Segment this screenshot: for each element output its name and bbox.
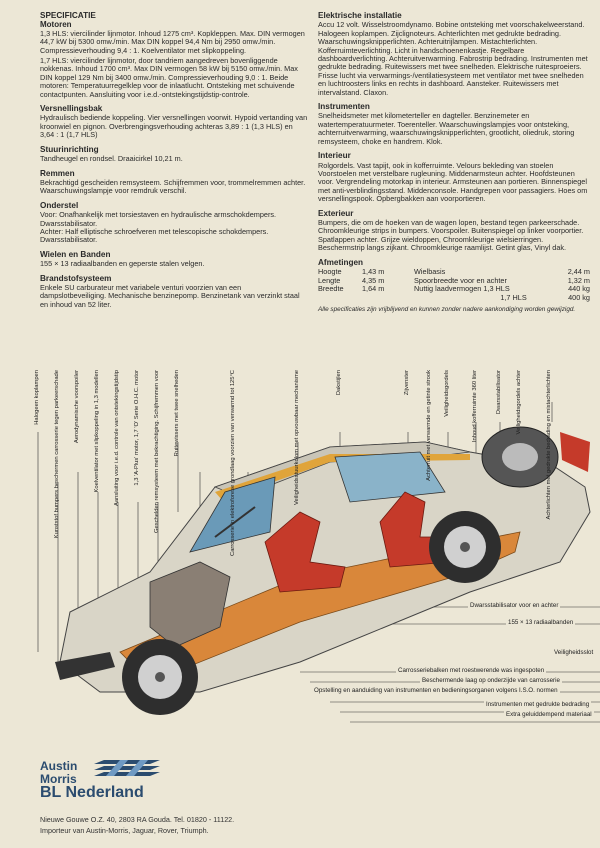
diagram-label: Achterruit met verwarmde en getinte strook: [426, 370, 432, 481]
diagram-label: Veiligheidsslot: [554, 649, 594, 656]
dim-label: Lengte: [318, 275, 341, 285]
onderstel-p1: Voor: Onafhankelijk met torsiestaven en hydraulische armschokdempers. Dwarsstabilisator.: [40, 210, 277, 228]
dim-label: Spoorbreedte voor en achter: [414, 275, 507, 285]
spec-title: SPECIFICATIE: [40, 11, 96, 20]
brand-morris: Morris: [40, 771, 77, 786]
diagram-label: Aansluiting voor i.e.d. controle van ontstekingstijdstip: [114, 370, 120, 506]
diagram-label: Aerodynamische voorspoiler: [74, 370, 80, 444]
elek-title: Elektrische installatie: [318, 11, 402, 20]
diagram-label: 1,3 'A-Plus' motor, 1,7 'O' Serie O.H.C. motor: [134, 370, 140, 486]
dim-value: 440 kg: [568, 284, 590, 294]
diagram-label: Ruitewissers met twee snelheden: [174, 370, 180, 457]
diagram-label: Achterlichten met gedrukte bedrading en mistachterlichten: [546, 370, 552, 520]
onderstel-title: Onderstel: [40, 200, 79, 210]
elek-text: Accu 12 volt. Wisselstroomdynamo. Bobine ontsteking met voorschakelweerstand. Halogeen koplampen. Zijclignoteurs. Achterlichten met gedrukte bedrading. Waarschuwingsknipperlichten. Achteruitrijlampen. Mistachterlichten. Kofferruimteverlichting. Licht in handschoenenkastje. Regelbare dashboardverlichting. Achteruitverwarming. Fabrostrip bedrading. Instrumenten met gedrukte bedrading. Ruitewissers met twee snelheden. Elektrische ruitesproeiers. Frisse lucht via verwarmings-/ventilatiesysteem met ventilator met twee snelheden en luchtroosters links en rechts in dashboard. Aansteker. Ruitewissers met intervalstand. Claxon.: [318, 20, 588, 97]
disclaimer-note: Alle specificaties zijn vrijblijvend en kunnen zonder nadere aankondiging worden gewijzigd.: [318, 306, 576, 314]
dim-label: 1,7 HLS: [500, 292, 527, 302]
interieur-text: Rolgordels. Vast tapijt, ook in kofferruimte. Velours bekleding van stoelen Voorstoelen met verstelbare rugleuning. Middenarmsteun achter. Hoofdsteunen voor. Vergrendeling motorkap in interieur. Armsteunen aan portieren. Binnenspiegel met anti-verblindingsstand. Middenconsole. Handgrepen voor passagiers. Hoes om versnellingspook. Opbergbakken aan voorportieren.: [318, 160, 588, 204]
versnelling-title: Versnellingsbak: [40, 104, 103, 114]
rear-wheel-center: [460, 542, 470, 552]
spec-right-column: [318, 12, 590, 314]
diagram-label: Dwarsstabilisator: [496, 370, 502, 415]
diagram-label: Carrosserie in elektroforese grondlaag voorzien van verwarmd tot 125°C: [230, 370, 236, 556]
diagram-label: 155 × 13 radiaalbanden: [508, 619, 574, 626]
dim-value: 4,35 m: [362, 275, 385, 285]
car-cutaway-figure: [0, 362, 600, 752]
bl-logo-icon: [94, 760, 160, 782]
dim-label: Hoogte: [318, 266, 342, 276]
interieur-title: Interieur: [318, 151, 351, 161]
dim-label: Wielbasis: [414, 266, 446, 276]
diagram-label: Koelventilator met slipkoppeling in 1,3 modellen: [94, 370, 100, 493]
instr-text: Snelheidsmeter met kilometerteller en dagteller. Benzinemeter en watertemperatuurmeter. Toerenteller. Waarschuwingslampjes voor ontsteking, achterruitverwarming, waarschuwingsknipperlichten, grootlicht, oliedruk, storing remsysteem, choke en handrem. Klok.: [318, 111, 575, 146]
tail-light: [560, 432, 590, 472]
brandstof-title: Brandstofsysteem: [40, 273, 112, 283]
diagram-label: Extra geluiddempend materiaal: [506, 711, 592, 718]
diagram-label: Geschelden remsysteem met bekrachtiging. Schijfremmen voor: [154, 370, 160, 534]
dim-value: 400 kg: [568, 292, 590, 302]
versnelling-text: Hydraulisch bediende koppeling. Vier versnellingen voorwit. Hypoid vertanding van kroonwiel en pignon. Overbrengingsverhouding achteras 3,89 : 1 (1,3 HLS) en 3,64 : 1 (1,7 HLS): [40, 113, 308, 140]
front-wheel-center: [155, 672, 165, 682]
diagram-label: Dwarsstabilisator voor en achter: [470, 602, 559, 609]
remmen-text: Bekrachtigd gescheiden remsysteem. Schijfremmen voor, trommelremmen achter. Waarschuwingslampje voor remdruk verschil.: [40, 177, 306, 196]
instr-title: Instrumenten: [318, 102, 370, 112]
diagram-label: Opstelling en aanduiding van instrumenten en bedieningsorganen volgens I.S.O. normen: [314, 687, 558, 694]
diagram-label: Carrosseriebalken met roestwerende was ingespoten: [398, 667, 545, 674]
wielen-text: 155 × 13 radiaalbanden en geperste stalen velgen.: [40, 259, 205, 269]
diagram-label: Kunststof bumpers beschermen carrosserie tegen parkeerschade: [54, 370, 60, 539]
dim-label: Nuttig laadvermogen 1,3 HLS: [414, 284, 510, 294]
motoren-p1: 1,3 HLS: viercilinder lijnmotor. Inhoud 1275 cm³. Kopkleppen. Max. DIN vermogen 44,7 kW bij 5300 omw./min. Max DIN koppel 94,4 Nm bij 2950 omw./min. Compressieverhouding 9,4 : 1. Koelventilator met slipkoppeling.: [40, 28, 305, 55]
dim-value: 2,44 m: [567, 266, 590, 276]
dealer-address: Nieuwe Gouwe O.Z. 40, 2803 RA Gouda. Tel. 01820 - 11122.: [40, 815, 235, 824]
importer-line: Importeur van Austin-Morris, Jaguar, Rover, Triumph.: [40, 826, 209, 835]
onderstel-p2: Achter: Half elliptische schroefveren met telescopische schokdempers. Dwarsstabilisator.: [40, 226, 269, 245]
stuur-title: Stuurinrichting: [40, 144, 99, 154]
exterieur-title: Exterieur: [318, 208, 354, 218]
diagram-label: Instrumenten met gedrukte bedrading: [486, 701, 590, 708]
brandstof-text: Enkele SU carburateur met variabele venturi voorzien van een dampslotbeveiliging. Mechanische benzinepomp. Benzinetank van verzinkt staal en inhoud van 52 liter.: [40, 282, 300, 309]
afmetingen-title: Afmetingen: [318, 257, 364, 267]
brand-bl-nederland: BL Nederland: [40, 784, 144, 801]
spare-wheel-hub: [502, 443, 538, 471]
diagram-label: Veiligheidsstuurkolom met opvouwbaar mechanisme: [294, 370, 300, 506]
motoren-p2: 1,7 HLS: viercilinder lijnmotor, door tandriem aangedreven bovenliggende nokkenas. Inhoud 1700 cm³. Max DIN vermogen 58 kW bij 5150 omw./min. Max DIN koppel 129 Nm bij 3400 omw./min. Compressieverhouding 9,0 : 1. Beide motoren: Temperatuurregelklep voor de inlaatlucht. Ontsteking met schuivende contactpunten. Aansluiting voor i.e.d.-ontstekingstijdstip-controle.: [40, 56, 298, 99]
table-row: [318, 294, 590, 303]
dim-value: 1,64 m: [362, 284, 385, 294]
table-row: [318, 285, 590, 294]
dim-label: Breedte: [318, 284, 344, 294]
remmen-title: Remmen: [40, 168, 75, 178]
brand-austin: Austin: [40, 759, 78, 773]
diagram-label: Inhoud kofferruimte 360 liter: [472, 370, 478, 443]
dim-value: 1,32 m: [567, 275, 590, 285]
dimensions-table: [318, 268, 590, 302]
diagram-label: Veiligheidsgordels achter: [516, 370, 522, 435]
motoren-title: Motoren: [40, 20, 72, 30]
diagram-label: Dakstijlen: [336, 370, 342, 396]
wielen-title: Wielen en Banden: [40, 249, 111, 259]
spec-left-column: [40, 12, 308, 311]
dim-value: 1,43 m: [362, 266, 385, 276]
diagram-label: Beschermende laag op onderzijde van carrosserie: [422, 677, 560, 684]
diagram-label: Veiligheidsgordels: [444, 370, 450, 417]
exterieur-text: Bumpers, die om de hoeken van de wagen lopen, bestand tegen parkeerschade. Chroomkleurige strips in bumpers. Voorspoiler. Buitenspiegel op linker voorportier. Spatlappen achter. Grijze wieldoppen, Chroomkleurige wielsierringen. Beschermstrip langs zijkant. Chroomkleurige raamlijst. Getint glas, Vinyl dak.: [318, 217, 584, 253]
diagram-label: Zijvenster: [404, 370, 410, 396]
stuur-text: Tandheugel en rondsel. Draaicirkel 10,21 m.: [40, 154, 183, 164]
diagram-label: Halogeen koplampen: [34, 370, 40, 425]
